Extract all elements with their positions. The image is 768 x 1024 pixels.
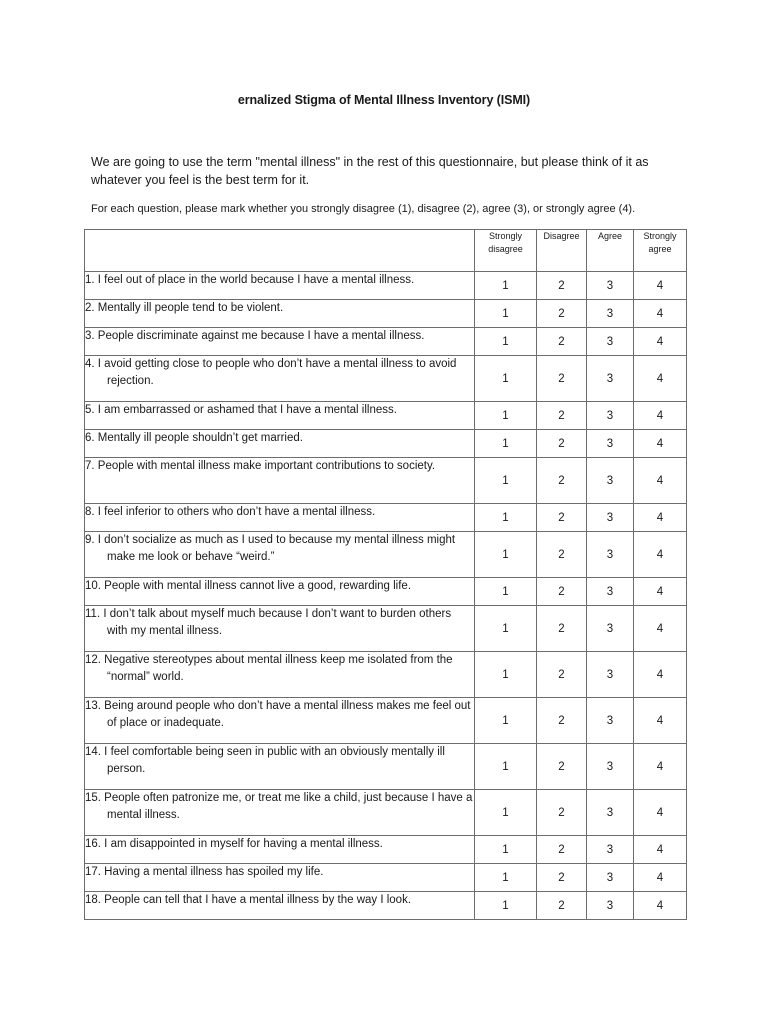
item-statement-cell	[85, 892, 475, 920]
rating-option-disagree[interactable]: 2	[537, 892, 587, 920]
header-blank-cell	[85, 230, 475, 272]
rating-option-agree[interactable]: 3	[587, 356, 634, 402]
rating-option-strongly-disagree[interactable]: 1	[475, 402, 537, 430]
rating-option-disagree[interactable]: 2	[537, 504, 587, 532]
item-statement: 18. People can tell that I have a mental illness by the way I look.	[85, 894, 412, 906]
rating-option-strongly-agree[interactable]: 4	[634, 430, 687, 458]
rating-option-strongly-agree[interactable]: 4	[634, 532, 687, 578]
rating-option-disagree[interactable]: 2	[537, 272, 587, 300]
rating-option-disagree[interactable]: 2	[537, 790, 587, 836]
item-statement: 14. I feel comfortable being seen in public with an obviously mentally ill person.	[85, 746, 445, 775]
item-statement-cell	[85, 744, 475, 790]
rating-option-agree[interactable]: 3	[587, 504, 634, 532]
rating-option-strongly-disagree[interactable]: 1	[475, 430, 537, 458]
rating-option-strongly-agree[interactable]: 4	[634, 356, 687, 402]
item-statement: 15. People often patronize me, or treat me like a child, just because I have a mental illness.	[85, 792, 473, 821]
item-statement-cell	[85, 458, 475, 504]
rating-option-disagree[interactable]: 2	[537, 606, 587, 652]
table-row	[85, 402, 687, 430]
table-row	[85, 328, 687, 356]
table-row	[85, 300, 687, 328]
ismi-table	[84, 229, 687, 920]
document-title: ernalized Stigma of Mental Illness Inventory (ISMI)	[237, 93, 531, 107]
rating-option-disagree[interactable]: 2	[537, 402, 587, 430]
item-statement-cell	[85, 300, 475, 328]
rating-option-strongly-agree[interactable]: 4	[634, 790, 687, 836]
rating-option-strongly-agree[interactable]: 4	[634, 864, 687, 892]
table-row	[85, 578, 687, 606]
item-statement: 7. People with mental illness make important contributions to society.	[85, 460, 436, 472]
item-statement-cell	[85, 578, 475, 606]
rating-option-strongly-disagree[interactable]: 1	[475, 652, 537, 698]
table-row	[85, 864, 687, 892]
rating-option-disagree[interactable]: 2	[537, 578, 587, 606]
item-statement-cell	[85, 698, 475, 744]
rating-option-agree[interactable]: 3	[587, 578, 634, 606]
rating-option-strongly-disagree[interactable]: 1	[475, 864, 537, 892]
rating-option-strongly-agree[interactable]: 4	[634, 698, 687, 744]
rating-option-strongly-disagree[interactable]: 1	[475, 504, 537, 532]
rating-option-agree[interactable]: 3	[587, 892, 634, 920]
rating-option-strongly-disagree[interactable]: 1	[475, 892, 537, 920]
rating-option-disagree[interactable]: 2	[537, 532, 587, 578]
rating-option-strongly-agree[interactable]: 4	[634, 272, 687, 300]
table-row	[85, 744, 687, 790]
item-statement: 1. I feel out of place in the world because I have a mental illness.	[85, 274, 415, 286]
rating-option-strongly-agree[interactable]: 4	[634, 458, 687, 504]
rating-option-disagree[interactable]: 2	[537, 300, 587, 328]
item-statement-cell	[85, 272, 475, 300]
rating-option-agree[interactable]: 3	[587, 836, 634, 864]
items-body	[85, 272, 687, 920]
header-row	[85, 230, 687, 272]
rating-option-agree[interactable]: 3	[587, 300, 634, 328]
rating-option-strongly-disagree[interactable]: 1	[475, 458, 537, 504]
item-statement: 3. People discriminate against me because I have a mental illness.	[85, 330, 425, 342]
table-row	[85, 698, 687, 744]
header-strongly-agree: Strongly agree	[634, 230, 687, 272]
item-statement: 17. Having a mental illness has spoiled my life.	[85, 866, 324, 878]
rating-option-strongly-disagree[interactable]: 1	[475, 356, 537, 402]
item-statement-cell	[85, 430, 475, 458]
rating-option-strongly-disagree[interactable]: 1	[475, 790, 537, 836]
rating-option-strongly-agree[interactable]: 4	[634, 504, 687, 532]
table-row	[85, 532, 687, 578]
table-row	[85, 504, 687, 532]
rating-option-disagree[interactable]: 2	[537, 836, 587, 864]
item-statement: 10. People with mental illness cannot live a good, rewarding life.	[85, 580, 412, 592]
item-statement: 8. I feel inferior to others who don’t have a mental illness.	[85, 506, 376, 518]
rating-option-strongly-disagree[interactable]: 1	[475, 578, 537, 606]
rating-option-disagree[interactable]: 2	[537, 430, 587, 458]
rating-option-disagree[interactable]: 2	[537, 458, 587, 504]
rating-option-strongly-agree[interactable]: 4	[634, 836, 687, 864]
rating-option-agree[interactable]: 3	[587, 864, 634, 892]
rating-option-strongly-disagree[interactable]: 1	[475, 836, 537, 864]
table-row	[85, 458, 687, 504]
item-statement-cell	[85, 402, 475, 430]
item-statement: 2. Mentally ill people tend to be violent.	[85, 302, 284, 314]
rating-option-strongly-disagree[interactable]: 1	[475, 698, 537, 744]
item-statement: 9. I don’t socialize as much as I used to because my mental illness might make me look or behave “weird.”	[85, 534, 456, 563]
header-agree: Agree	[587, 230, 634, 272]
rating-option-disagree[interactable]: 2	[537, 652, 587, 698]
table-row	[85, 430, 687, 458]
rating-option-strongly-agree[interactable]: 4	[634, 652, 687, 698]
rating-option-strongly-disagree[interactable]: 1	[475, 532, 537, 578]
rating-option-strongly-agree[interactable]: 4	[634, 328, 687, 356]
rating-option-agree[interactable]: 3	[587, 652, 634, 698]
item-statement-cell	[85, 532, 475, 578]
rating-option-agree[interactable]: 3	[587, 402, 634, 430]
table-row	[85, 892, 687, 920]
rating-option-strongly-agree[interactable]: 4	[634, 402, 687, 430]
rating-option-disagree[interactable]: 2	[537, 744, 587, 790]
item-statement: 5. I am embarrassed or ashamed that I have a mental illness.	[85, 404, 397, 416]
intro-paragraph: We are going to use the term "mental illness" in the rest of this questionnaire, but please think of it as whatever you feel is the best term for it.	[91, 155, 649, 187]
rating-option-strongly-disagree[interactable]: 1	[475, 606, 537, 652]
rating-option-agree[interactable]: 3	[587, 272, 634, 300]
table-row	[85, 836, 687, 864]
item-statement: 6. Mentally ill people shouldn’t get married.	[85, 432, 303, 444]
rating-option-agree[interactable]: 3	[587, 790, 634, 836]
item-statement-cell	[85, 356, 475, 402]
item-statement: 12. Negative stereotypes about mental illness keep me isolated from the “normal” world.	[85, 654, 453, 683]
item-statement-cell	[85, 652, 475, 698]
item-statement-cell	[85, 836, 475, 864]
rating-option-strongly-disagree[interactable]: 1	[475, 328, 537, 356]
item-statement: 11. I don’t talk about myself much because I don’t want to burden others with my mental illness.	[85, 608, 452, 637]
item-statement-cell	[85, 790, 475, 836]
rating-option-agree[interactable]: 3	[587, 532, 634, 578]
table-row	[85, 356, 687, 402]
instructions-text: For each question, please mark whether you strongly disagree (1), disagree (2), agree (3), or strongly agree (4).	[91, 203, 636, 215]
rating-option-strongly-agree[interactable]: 4	[634, 744, 687, 790]
rating-option-agree[interactable]: 3	[587, 328, 634, 356]
rating-option-strongly-disagree[interactable]: 1	[475, 744, 537, 790]
item-statement: 16. I am disappointed in myself for having a mental illness.	[85, 838, 383, 850]
table-row	[85, 790, 687, 836]
item-statement-cell	[85, 606, 475, 652]
rating-option-agree[interactable]: 3	[587, 458, 634, 504]
rating-option-disagree[interactable]: 2	[537, 698, 587, 744]
item-statement: 13. Being around people who don’t have a mental illness makes me feel out of place or inadequate.	[85, 700, 471, 729]
table-row	[85, 272, 687, 300]
rating-option-strongly-agree[interactable]: 4	[634, 892, 687, 920]
rating-option-strongly-agree[interactable]: 4	[634, 578, 687, 606]
rating-option-agree[interactable]: 3	[587, 698, 634, 744]
header-disagree: Disagree	[537, 230, 587, 272]
header-strongly-disagree: Strongly disagree	[475, 230, 537, 272]
item-statement-cell	[85, 504, 475, 532]
rating-option-agree[interactable]: 3	[587, 430, 634, 458]
rating-option-agree[interactable]: 3	[587, 744, 634, 790]
item-statement-cell	[85, 864, 475, 892]
rating-option-strongly-agree[interactable]: 4	[634, 606, 687, 652]
table-row	[85, 652, 687, 698]
item-statement-cell	[85, 328, 475, 356]
rating-option-strongly-disagree[interactable]: 1	[475, 272, 537, 300]
rating-option-agree[interactable]: 3	[587, 606, 634, 652]
rating-option-strongly-disagree[interactable]: 1	[475, 300, 537, 328]
item-statement: 4. I avoid getting close to people who don’t have a mental illness to avoid rejection.	[85, 358, 457, 387]
rating-option-strongly-agree[interactable]: 4	[634, 300, 687, 328]
rating-option-disagree[interactable]: 2	[537, 356, 587, 402]
table-row	[85, 606, 687, 652]
rating-option-disagree[interactable]: 2	[537, 328, 587, 356]
rating-option-disagree[interactable]: 2	[537, 864, 587, 892]
